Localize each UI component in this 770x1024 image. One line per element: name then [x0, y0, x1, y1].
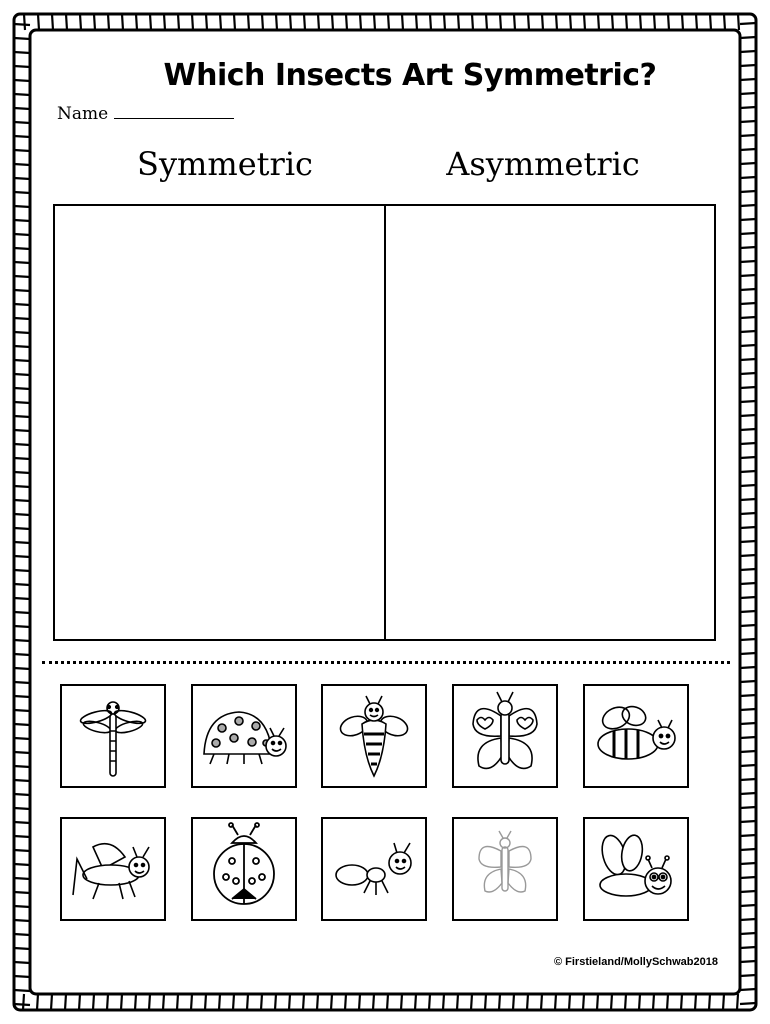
- sorting-table: [53, 204, 716, 641]
- name-label: Name: [57, 104, 109, 124]
- dragonfly-icon: [62, 686, 164, 786]
- insect-card-ladybug-top[interactable]: [191, 817, 297, 921]
- ant-icon: [323, 819, 425, 919]
- bee-side-icon: [585, 686, 687, 786]
- butterfly-hearts-icon: [454, 686, 556, 786]
- insect-card-bee-front[interactable]: [321, 684, 427, 788]
- insect-card-fly[interactable]: [583, 817, 689, 921]
- insect-card-grasshopper[interactable]: [60, 817, 166, 921]
- ladybug-side-icon: [193, 686, 295, 786]
- insect-card-butterfly-small[interactable]: [452, 817, 558, 921]
- asymmetric-heading: Asymmetric: [446, 145, 640, 183]
- insect-card-bee-side[interactable]: [583, 684, 689, 788]
- ladybug-top-icon: [193, 819, 295, 919]
- insect-card-ladybug-side[interactable]: [191, 684, 297, 788]
- butterfly-small-icon: [454, 819, 556, 919]
- name-field: [57, 104, 234, 124]
- bee-front-icon: [323, 686, 425, 786]
- worksheet-title: Which Insects Art Symmetric?: [163, 58, 657, 93]
- symmetric-drop-area[interactable]: [55, 206, 386, 639]
- asymmetric-drop-area[interactable]: [386, 206, 715, 639]
- fly-icon: [585, 819, 687, 919]
- grasshopper-icon: [62, 819, 164, 919]
- name-blank-line[interactable]: [114, 104, 234, 119]
- insect-card-ant[interactable]: [321, 817, 427, 921]
- symmetric-heading: Symmetric: [137, 145, 313, 183]
- insect-card-dragonfly[interactable]: [60, 684, 166, 788]
- cut-line: [42, 661, 730, 664]
- insect-card-butterfly-hearts[interactable]: [452, 684, 558, 788]
- copyright-notice: © Firstieland/MollySchwab2018: [554, 956, 718, 968]
